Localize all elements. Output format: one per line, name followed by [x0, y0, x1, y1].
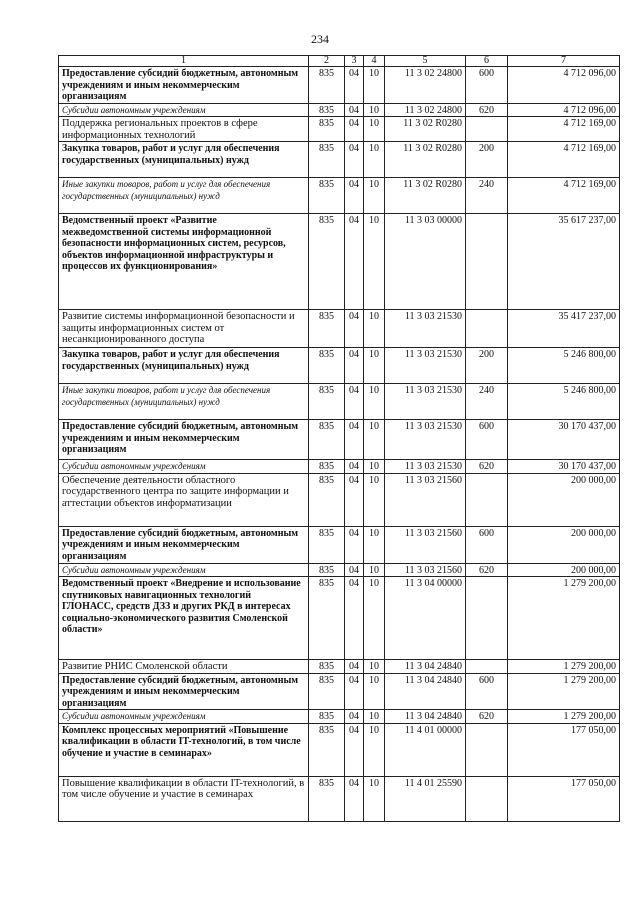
code-cell: 835: [309, 310, 345, 348]
target-article-cell: 11 3 02 R0280: [385, 142, 466, 178]
row-name-cell: Закупка товаров, работ и услуг для обеспечения государственных (муниципальных) нужд: [59, 142, 309, 178]
table-row: [59, 142, 620, 178]
column-header: 1: [59, 56, 309, 67]
target-article-cell: 11 3 04 24840: [385, 673, 466, 710]
row-name-cell: Ведомственный проект «Внедрение и использование спутниковых навигационных технологий ГЛОНАСС, средств ДЗЗ и других РКД в интересах социально-экономического развития Смоленской области»: [59, 577, 309, 660]
amount-cell: 35 617 237,00: [508, 214, 620, 310]
budget-table: [58, 55, 620, 822]
section-cell: 04: [345, 384, 364, 420]
code-cell: 835: [309, 563, 345, 577]
subsection-cell: 10: [364, 214, 385, 310]
subsection-cell: 10: [364, 460, 385, 474]
code-cell: 835: [309, 142, 345, 178]
amount-cell: 30 170 437,00: [508, 420, 620, 460]
table-row: [59, 384, 620, 420]
target-article-cell: 11 3 02 24800: [385, 67, 466, 104]
subsection-cell: 10: [364, 723, 385, 776]
section-cell: 04: [345, 473, 364, 526]
row-name-cell: Предоставление субсидий бюджетным, автономным учреждениям и иным некоммерческим организациям: [59, 420, 309, 460]
expense-type-cell: 620: [466, 563, 508, 577]
table-row: [59, 526, 620, 563]
table-row: [59, 723, 620, 776]
subsection-cell: 10: [364, 776, 385, 821]
code-cell: 835: [309, 384, 345, 420]
section-cell: 04: [345, 563, 364, 577]
code-cell: 835: [309, 348, 345, 384]
row-name-cell: Иные закупки товаров, работ и услуг для обеспечения государственных (муниципальных) нужд: [59, 178, 309, 214]
row-name-cell: Субсидии автономным учреждениям: [59, 563, 309, 577]
code-cell: 835: [309, 67, 345, 104]
target-article-cell: 11 3 02 R0280: [385, 117, 466, 142]
table-row: [59, 103, 620, 117]
table-row: [59, 460, 620, 474]
target-article-cell: 11 3 03 21530: [385, 384, 466, 420]
amount-cell: 200 000,00: [508, 563, 620, 577]
section-cell: 04: [345, 776, 364, 821]
expense-type-cell: [466, 776, 508, 821]
expense-type-cell: 600: [466, 67, 508, 104]
amount-cell: 5 246 800,00: [508, 384, 620, 420]
row-name-cell: Развитие РНИС Смоленской области: [59, 660, 309, 674]
table-row: [59, 710, 620, 724]
table-row: [59, 776, 620, 821]
row-name-cell: Повышение квалификации в области IT-технологий, в том числе обучение и участие в семинарах: [59, 776, 309, 821]
table-row: [59, 673, 620, 710]
section-cell: 04: [345, 710, 364, 724]
code-cell: 835: [309, 723, 345, 776]
section-cell: 04: [345, 660, 364, 674]
row-name-cell: Комплекс процессных мероприятий «Повышение квалификации в области IT-технологий, в том числе обучение и участие в семинарах»: [59, 723, 309, 776]
amount-cell: 1 279 200,00: [508, 673, 620, 710]
subsection-cell: 10: [364, 348, 385, 384]
subsection-cell: 10: [364, 420, 385, 460]
code-cell: 835: [309, 420, 345, 460]
code-cell: 835: [309, 577, 345, 660]
row-name-cell: Предоставление субсидий бюджетным, автономным учреждениям и иным некоммерческим организациям: [59, 526, 309, 563]
section-cell: 04: [345, 178, 364, 214]
row-name-cell: Иные закупки товаров, работ и услуг для обеспечения государственных (муниципальных) нужд: [59, 384, 309, 420]
table-row: [59, 660, 620, 674]
expense-type-cell: [466, 723, 508, 776]
section-cell: 04: [345, 117, 364, 142]
expense-type-cell: [466, 310, 508, 348]
column-header: 7: [508, 56, 620, 67]
expense-type-cell: 620: [466, 103, 508, 117]
column-header: 4: [364, 56, 385, 67]
table-row: [59, 348, 620, 384]
amount-cell: 1 279 200,00: [508, 660, 620, 674]
expense-type-cell: 620: [466, 710, 508, 724]
table-row: [59, 214, 620, 310]
amount-cell: 35 417 237,00: [508, 310, 620, 348]
amount-cell: 177 050,00: [508, 776, 620, 821]
subsection-cell: 10: [364, 142, 385, 178]
row-name-cell: Субсидии автономным учреждениям: [59, 460, 309, 474]
amount-cell: 5 246 800,00: [508, 348, 620, 384]
subsection-cell: 10: [364, 577, 385, 660]
row-name-cell: Поддержка региональных проектов в сфере информационных технологий: [59, 117, 309, 142]
row-name-cell: Субсидии автономным учреждениям: [59, 103, 309, 117]
subsection-cell: 10: [364, 117, 385, 142]
section-cell: 04: [345, 310, 364, 348]
target-article-cell: 11 3 03 21560: [385, 473, 466, 526]
amount-cell: 30 170 437,00: [508, 460, 620, 474]
target-article-cell: 11 3 03 21530: [385, 348, 466, 384]
expense-type-cell: 200: [466, 348, 508, 384]
target-article-cell: 11 3 03 21530: [385, 460, 466, 474]
expense-type-cell: [466, 577, 508, 660]
subsection-cell: 10: [364, 473, 385, 526]
expense-type-cell: 240: [466, 384, 508, 420]
column-header: 6: [466, 56, 508, 67]
amount-cell: 200 000,00: [508, 473, 620, 526]
section-cell: 04: [345, 214, 364, 310]
subsection-cell: 10: [364, 103, 385, 117]
row-name-cell: Развитие системы информационной безопасности и защиты информационных систем от несанкционированного доступа: [59, 310, 309, 348]
expense-type-cell: 620: [466, 460, 508, 474]
section-cell: 04: [345, 67, 364, 104]
amount-cell: 4 712 096,00: [508, 103, 620, 117]
table-row: [59, 577, 620, 660]
page-number: 234: [311, 32, 329, 46]
expense-type-cell: 600: [466, 673, 508, 710]
target-article-cell: 11 3 03 21530: [385, 310, 466, 348]
section-cell: 04: [345, 460, 364, 474]
amount-cell: 4 712 169,00: [508, 178, 620, 214]
subsection-cell: 10: [364, 563, 385, 577]
target-article-cell: 11 3 04 24840: [385, 660, 466, 674]
table-row: [59, 420, 620, 460]
target-article-cell: 11 3 02 24800: [385, 103, 466, 117]
code-cell: 835: [309, 214, 345, 310]
target-article-cell: 11 3 03 21560: [385, 526, 466, 563]
subsection-cell: 10: [364, 178, 385, 214]
row-name-cell: Предоставление субсидий бюджетным, автономным учреждениям и иным некоммерческим организациям: [59, 67, 309, 104]
target-article-cell: 11 3 04 00000: [385, 577, 466, 660]
column-header: 2: [309, 56, 345, 67]
table-row: [59, 178, 620, 214]
row-name-cell: Закупка товаров, работ и услуг для обеспечения государственных (муниципальных) нужд: [59, 348, 309, 384]
target-article-cell: 11 3 03 21560: [385, 563, 466, 577]
subsection-cell: 10: [364, 673, 385, 710]
row-name-cell: Ведомственный проект «Развитие межведомственной системы информационной безопасности информационных систем, ресурсов, объектов информационной инфраструктуры и процессов их функционирования»: [59, 214, 309, 310]
expense-type-cell: 600: [466, 526, 508, 563]
section-cell: 04: [345, 526, 364, 563]
table-row: [59, 473, 620, 526]
header-row: [59, 56, 620, 67]
subsection-cell: 10: [364, 710, 385, 724]
target-article-cell: 11 3 02 R0280: [385, 178, 466, 214]
subsection-cell: 10: [364, 310, 385, 348]
section-cell: 04: [345, 673, 364, 710]
column-header: 3: [345, 56, 364, 67]
amount-cell: 1 279 200,00: [508, 710, 620, 724]
code-cell: 835: [309, 103, 345, 117]
code-cell: 835: [309, 473, 345, 526]
section-cell: 04: [345, 103, 364, 117]
column-header: 5: [385, 56, 466, 67]
amount-cell: 4 712 096,00: [508, 67, 620, 104]
section-cell: 04: [345, 348, 364, 384]
subsection-cell: 10: [364, 67, 385, 104]
section-cell: 04: [345, 142, 364, 178]
expense-type-cell: 200: [466, 142, 508, 178]
table-row: [59, 310, 620, 348]
target-article-cell: 11 3 03 00000: [385, 214, 466, 310]
row-name-cell: Субсидии автономным учреждениям: [59, 710, 309, 724]
target-article-cell: 11 3 03 21530: [385, 420, 466, 460]
table-row: [59, 67, 620, 104]
expense-type-cell: [466, 117, 508, 142]
row-name-cell: Обеспечение деятельности областного государственного центра по защите информации и аттестации объектов информатизации: [59, 473, 309, 526]
code-cell: 835: [309, 673, 345, 710]
section-cell: 04: [345, 577, 364, 660]
expense-type-cell: [466, 660, 508, 674]
expense-type-cell: [466, 473, 508, 526]
section-cell: 04: [345, 420, 364, 460]
row-name-cell: Предоставление субсидий бюджетным, автономным учреждениям и иным некоммерческим организациям: [59, 673, 309, 710]
table-row: [59, 117, 620, 142]
target-article-cell: 11 3 04 24840: [385, 710, 466, 724]
amount-cell: 177 050,00: [508, 723, 620, 776]
code-cell: 835: [309, 776, 345, 821]
target-article-cell: 11 4 01 00000: [385, 723, 466, 776]
subsection-cell: 10: [364, 660, 385, 674]
amount-cell: 4 712 169,00: [508, 117, 620, 142]
expense-type-cell: 600: [466, 420, 508, 460]
expense-type-cell: [466, 214, 508, 310]
table-row: [59, 563, 620, 577]
expense-type-cell: 240: [466, 178, 508, 214]
subsection-cell: 10: [364, 384, 385, 420]
section-cell: 04: [345, 723, 364, 776]
amount-cell: 1 279 200,00: [508, 577, 620, 660]
code-cell: 835: [309, 660, 345, 674]
code-cell: 835: [309, 710, 345, 724]
subsection-cell: 10: [364, 526, 385, 563]
target-article-cell: 11 4 01 25590: [385, 776, 466, 821]
amount-cell: 200 000,00: [508, 526, 620, 563]
code-cell: 835: [309, 460, 345, 474]
code-cell: 835: [309, 178, 345, 214]
code-cell: 835: [309, 526, 345, 563]
code-cell: 835: [309, 117, 345, 142]
amount-cell: 4 712 169,00: [508, 142, 620, 178]
